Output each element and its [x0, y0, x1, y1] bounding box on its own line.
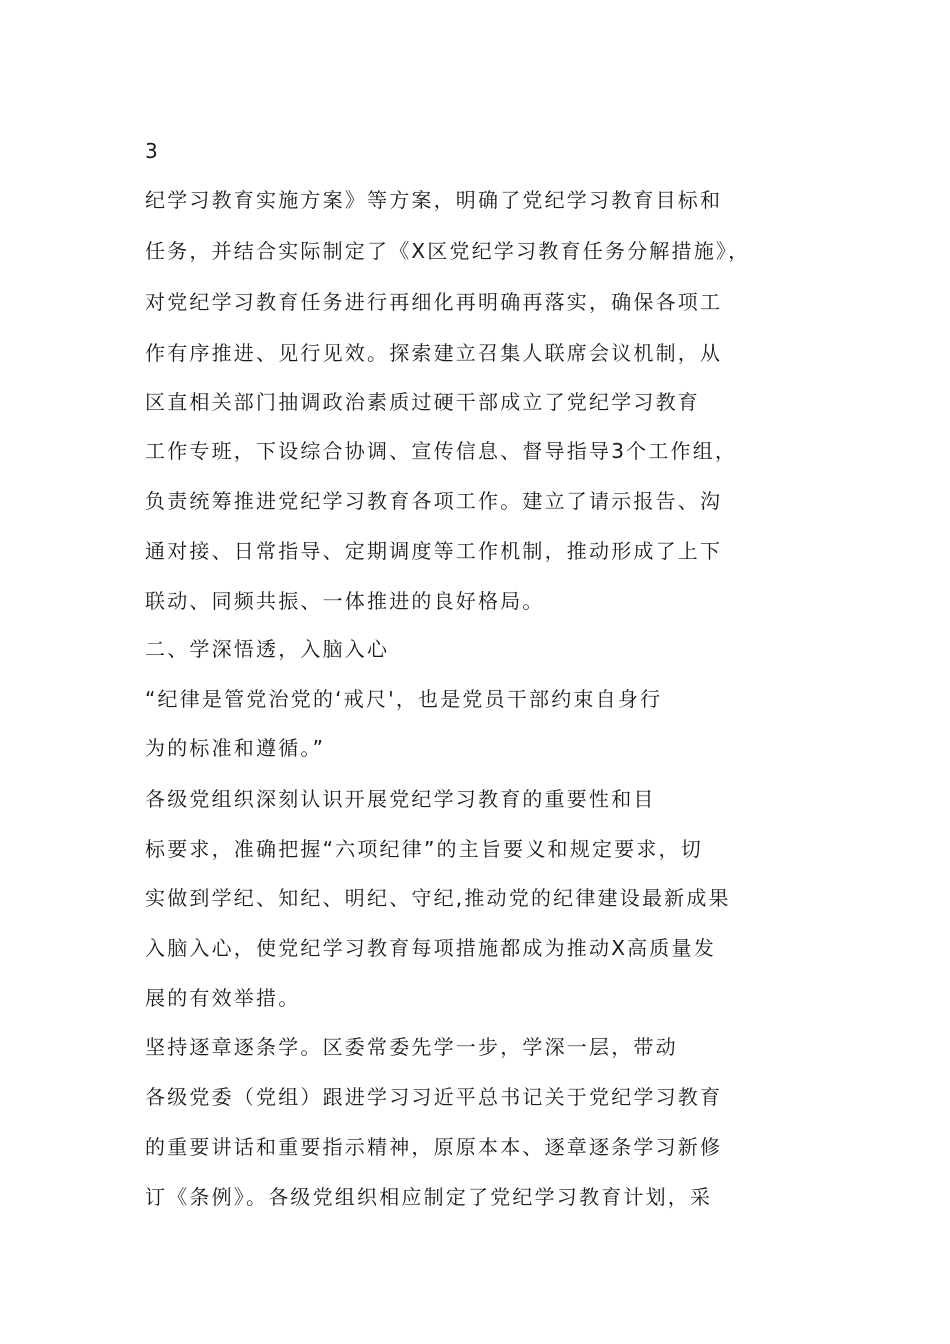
- text-line: 入脑入心，使党纪学习教育每项措施都成为推动X高质量发: [145, 936, 716, 960]
- text-line: 各级党组织深刻认识开展党纪学习教育的重要性和目: [145, 787, 656, 811]
- text-line: 区直相关部门抽调政治素质过硬干部成立了党纪学习教育: [145, 390, 700, 414]
- text-line: 任务，并结合实际制定了《X区党纪学习教育任务分解措施》，: [145, 239, 751, 263]
- text-line: 工作专班，下设综合协调、宣传信息、督导指导3个工作组，: [145, 439, 738, 463]
- quote-line: “纪律是管党治党的‘戒尺'，也是党员干部约束自身行: [145, 687, 663, 711]
- text-line: 对党纪学习教育任务进行再细化再明确再落实，确保各项工: [145, 290, 723, 314]
- text-line: 的重要讲话和重要指示精神，原原本本、逐章逐条学习新修: [145, 1135, 723, 1159]
- text-line: 展的有效举措。: [145, 986, 301, 1010]
- text-line: 通对接、日常指导、定期调度等工作机制，推动形成了上下: [145, 539, 723, 563]
- text-line: 纪学习教育实施方案》等方案，明确了党纪学习教育目标和: [145, 188, 723, 212]
- quote-line: 为的标准和遵循。”: [145, 736, 326, 760]
- text-line: 各级党委（党组）跟进学习习近平总书记关于党纪学习教育: [145, 1085, 723, 1109]
- text-line: 标要求，准确把握“六项纪律”的主旨要义和规定要求，切: [145, 837, 703, 861]
- page-number: 3: [145, 139, 158, 163]
- text-line: 作有序推进、见行见效。探索建立召集人联席会议机制，从: [145, 341, 723, 365]
- text-line: 联动、同频共振、一体推进的良好格局。: [145, 589, 545, 613]
- section-heading: 二、学深悟透，入脑入心: [145, 637, 390, 661]
- text-line: 订《条例》。各级党组织相应制定了党纪学习教育计划，采: [145, 1185, 713, 1209]
- text-line: 实做到学纪、知纪、明纪、守纪,推动党的纪律建设最新成果: [145, 886, 731, 910]
- text-line: 负责统筹推进党纪学习教育各项工作。建立了请示报告、沟: [145, 489, 723, 513]
- text-line: 坚持逐章逐条学。区委常委先学一步，学深一层，带动: [145, 1035, 678, 1059]
